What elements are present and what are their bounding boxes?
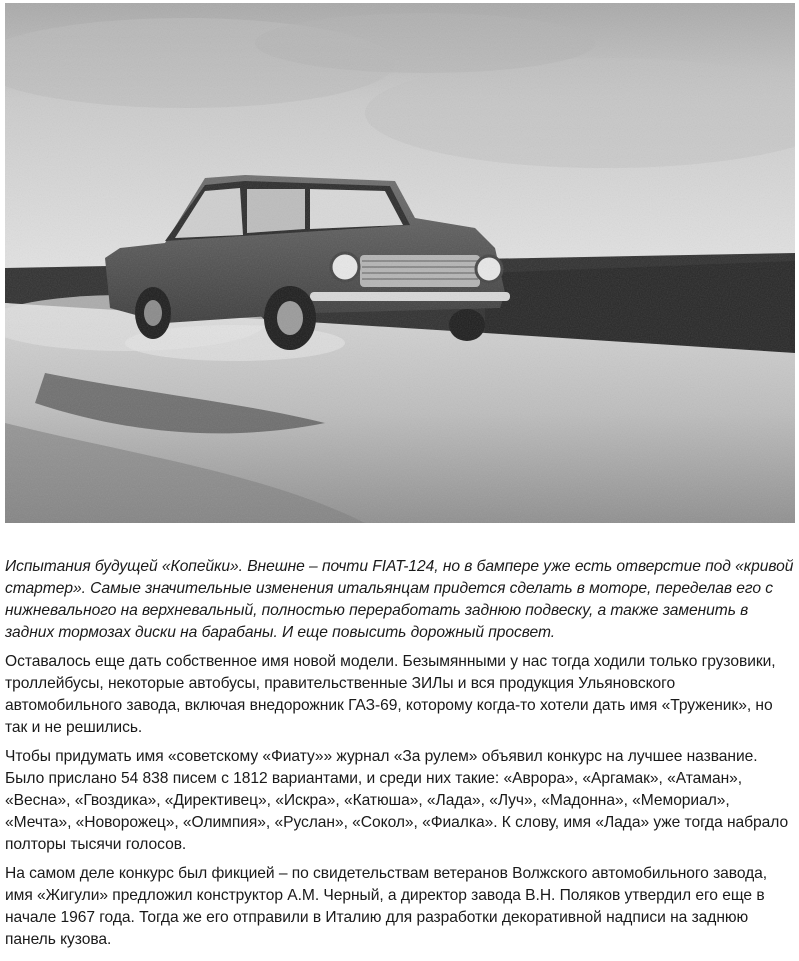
paragraph-name-of-model: Оставалось еще дать собственное имя новой модели. Безымянными у нас тогда ходили только грузовики, троллейбусы, некоторые автобусы, правительственные ЗИЛы и вся продукция Ульяновского автомобильного завода, включая внедорожник ГАЗ-69, которому когда-то хотели дать имя «Труженик», но так и не решились. (5, 653, 776, 736)
article-photo (5, 3, 795, 523)
vintage-sedan-photo-icon (5, 3, 795, 523)
paragraph-name-contest: Чтобы придумать имя «советскому «Фиату»» журнал «За рулем» объявил конкурс на лучшее название. Было прислано 54 838 писем с 1812 вариантами, и среди них такие: «Аврора», «Аргамак», «Атаман», «Весна», «Гвоздика», «Директивец», «Искра», «Катюша», «Лада», «Луч», «Мадонна», «Мемориал», «Мечта», «Новорожец», «Олимпия», «Руслан», «Сокол», «Фиалка». К слову, имя «Лада» уже тогда набрало полторы тысячи голосов. (5, 748, 789, 853)
article-body (5, 556, 795, 958)
photo-caption: Испытания будущей «Копейки». Внешне – почти FIAT-124, но в бампере уже есть отверстие под «кривой стартер». Самые значительные изменения итальянцам придется сделать в моторе, переделав его с нижневального на верхневальный, полностью переработать заднюю подвеску, а также заменить в задних тормозах диски на барабаны. И еще повысить дорожный просвет. (5, 558, 794, 641)
paragraph-contest-fiction: На самом деле конкурс был фикцией – по свидетельствам ветеранов Волжского автомобильного завода, имя «Жигули» предложил конструктор А.М. Черный, а директор завода В.Н. Поляков утвердил его еще в начале 1967 года. Тогда же его отправили в Италию для разработки декоративной надписи на заднюю панель кузова. (5, 865, 768, 948)
